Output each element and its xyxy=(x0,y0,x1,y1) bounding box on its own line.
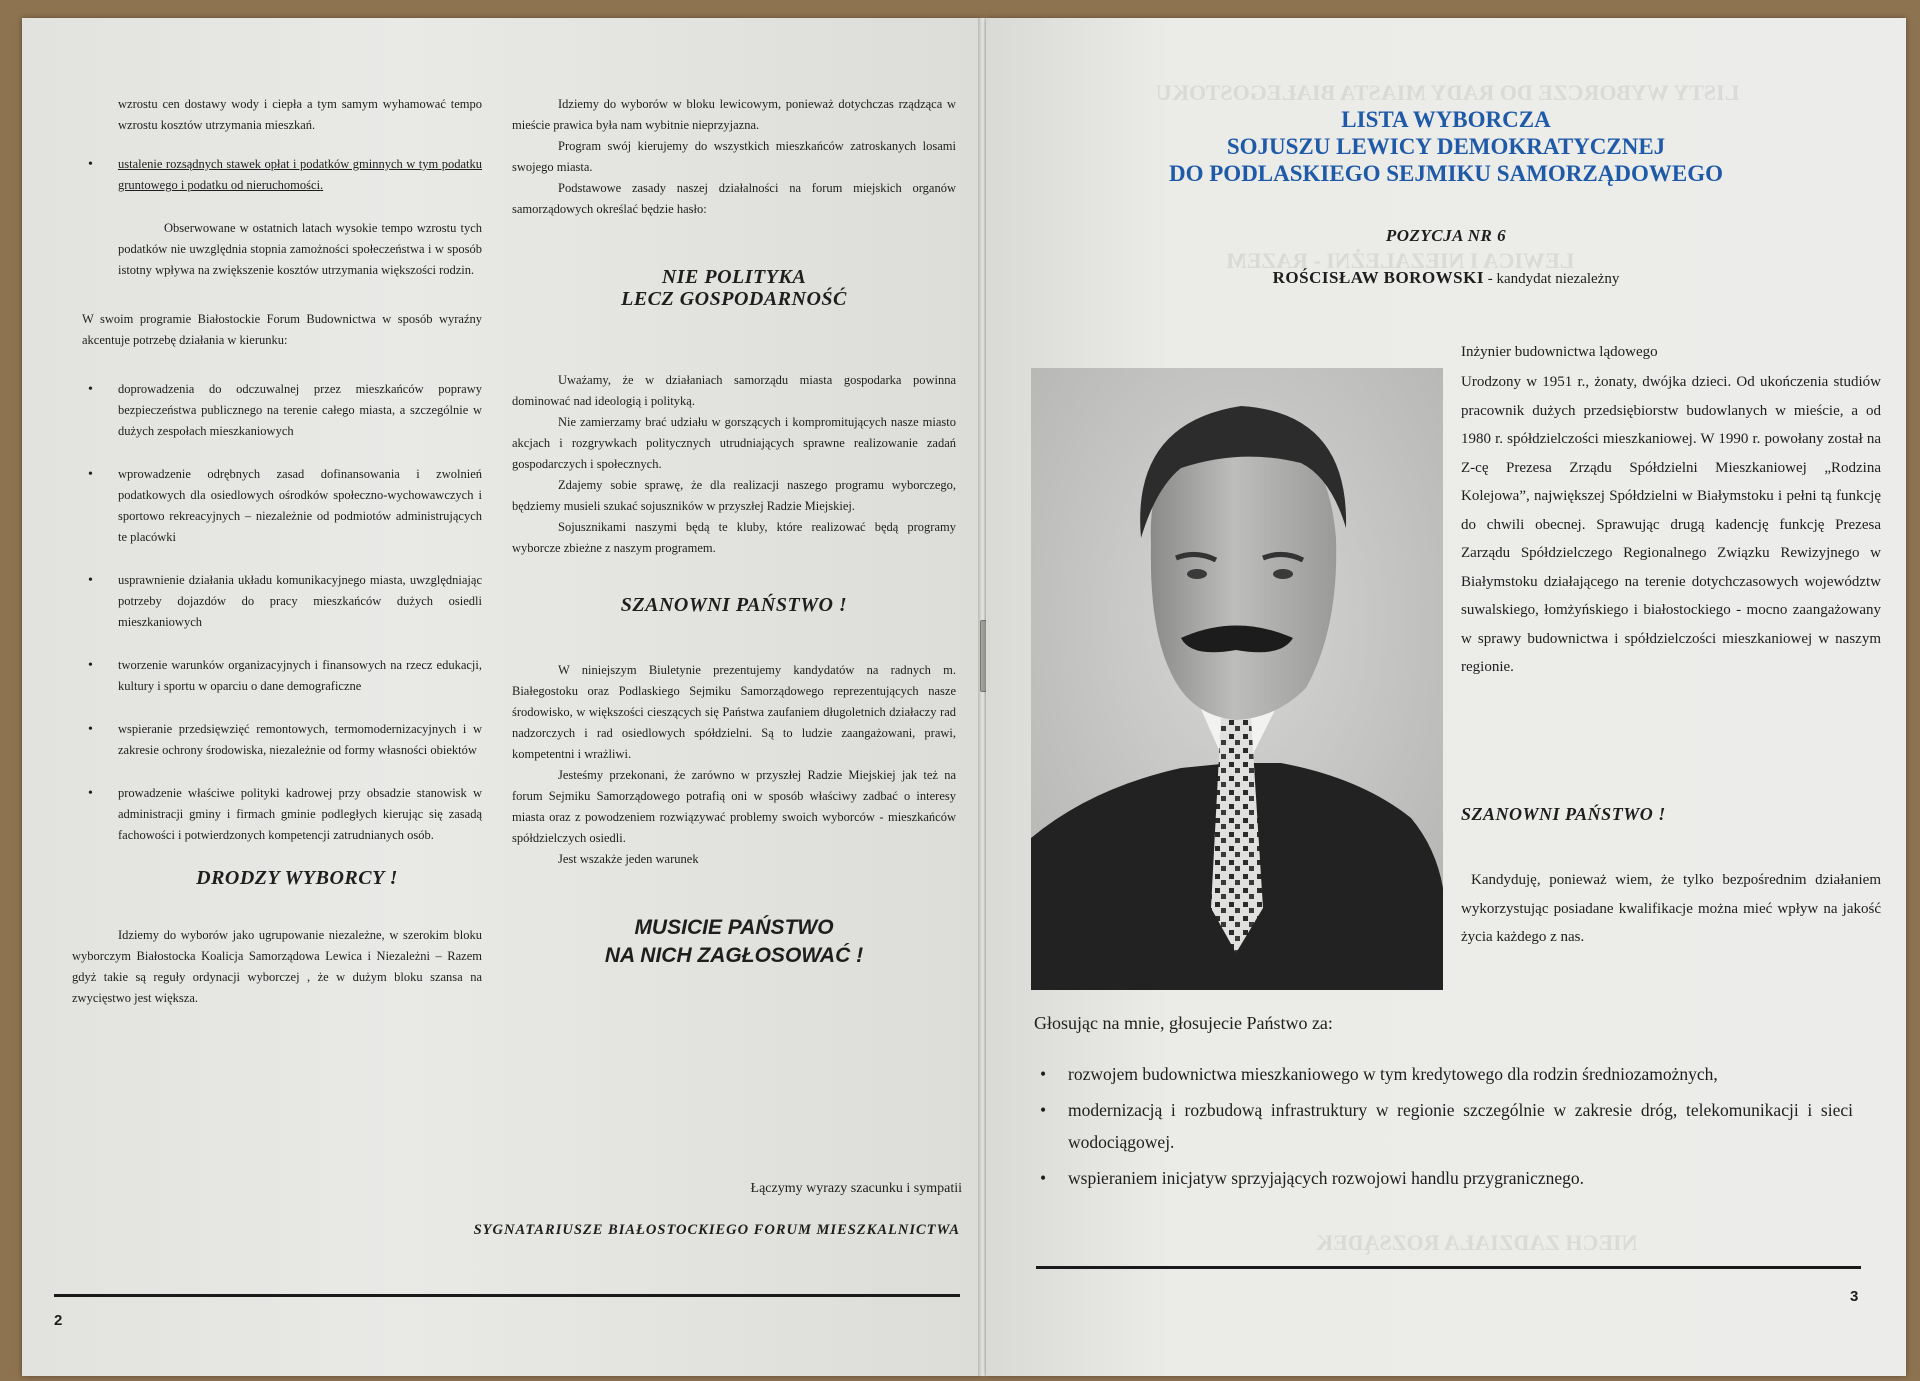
call-line2: NA NICH ZAGŁOSOWAĆ ! xyxy=(604,944,864,967)
position-number: POZYCJA NR 6 xyxy=(1385,226,1507,245)
col2-p10: Jest wszakże jeden warunek xyxy=(558,852,699,866)
right-column xyxy=(512,94,956,970)
right-page xyxy=(986,18,1906,1376)
call-to-vote xyxy=(512,914,956,970)
bullet-icon: • xyxy=(88,722,93,737)
candidate-tag: - kandydat niezależny xyxy=(1483,271,1620,287)
footer-rule xyxy=(54,1294,960,1297)
list-item: • modernizacją i rozbudową infrastruktury w regionie szczególnie w zakresie dróg, telekomunikacji i sieci wodociągowej. xyxy=(1068,1094,1853,1158)
col1-observation: Obserwowane w ostatnich latach wysokie tempo wzrostu tych podatków nie uwzględnia stopnia zamożności społeczeństwa i w sposób istotny wpływa na zwiększenie kosztów utrzymania większości rodzin. xyxy=(118,221,482,277)
bullet-icon: • xyxy=(88,467,93,482)
portrait-image xyxy=(1031,368,1443,990)
list-title xyxy=(1136,106,1756,187)
bullet-icon: • xyxy=(88,786,93,801)
show-through: LISTY WYBORCZE DO RADY MIASTA BIAŁEGOSTOKU xyxy=(1156,80,1740,105)
bullet-icon: • xyxy=(1040,1100,1047,1120)
page-number: 3 xyxy=(1850,1288,1859,1305)
col2-p6: Zdajemy sobie sprawę, że dla realizacji naszego programu wyborczego, będziemy musieli szukać sojuszników w przyszłej Radzie Miejskiej. xyxy=(512,478,956,513)
bullet-icon: • xyxy=(88,573,93,588)
bullet-icon: • xyxy=(1040,1168,1047,1188)
col2-p8: W niniejszym Biuletynie prezentujemy kandydatów na radnych m. Białegostoku oraz Podlaskiego Sejmiku Samorządowego reprezentujących nasze środowisko, w większości cieszących się Państwa zaufaniem długoletnich działaczy rad nadzorczych i rad osiedlowych spółdzielni. Są to ludzie zaangażowani, prawi, kompetentni i wrażliwi. xyxy=(512,663,956,761)
candidate-photo xyxy=(1031,368,1443,990)
col2-p2: Program swój kierujemy do wszystkich mieszkańców zatroskanych losami swojego miasta. xyxy=(512,139,956,174)
footer-rule xyxy=(1036,1266,1861,1269)
list-item: • wprowadzenie odrębnych zasad dofinansowania i zwolnień podatkowych dla osiedlowych ośrodków społeczno-wychowawczych i sportowo rekreacyjnych – niezależnie od podmiotów administrujących te placówki xyxy=(118,464,482,548)
list-item: • prowadzenie właściwe polityki kadrowej przy obsadzie stanowisk w administracji gminy i firmach gminie podległych kierując się zasadą fachowości i potwierdzonych kompetencji zatrudnianych osób. xyxy=(118,783,482,846)
heading-szanowni-panstwo: SZANOWNI PAŃSTWO ! xyxy=(620,594,848,616)
slogan-line2: LECZ GOSPODARNOŚĆ xyxy=(621,288,847,310)
profession: Inżynier budownictwa lądowego xyxy=(1461,344,1658,360)
col2-p1: Idziemy do wyborów w bloku lewicowym, ponieważ dotychczas rządząca w mieście prawica była nam wybitnie nieprzyjazna. xyxy=(512,97,956,132)
list-item: • tworzenie warunków organizacyjnych i finansowych na rzecz edukacji, kultury i sportu w oparciu o dane demograficzne xyxy=(118,655,482,697)
list-item: • usprawnienie działania układu komunikacyjnego miasta, uwzględniając potrzeby dojazdów do pracy mieszkańców dużych osiedli mieszkaniowych xyxy=(118,570,482,633)
list-item: • wspieraniem inicjatyw sprzyjających rozwojowi handlu przygranicznego. xyxy=(1068,1162,1853,1194)
list-item: • wspieranie przedsięwzięć remontowych, termomodernizacyjnych i w zakresie ochrony środowiska, niezależnie od formy własności obiektów xyxy=(118,719,482,761)
left-column xyxy=(72,94,482,1009)
col2-p9: Jesteśmy przekonani, że zarówno w przyszłej Radzie Miejskiej jak też na forum Sejmiku Samorządowego potrafią oni w sposób właściwy zadbać o interesy miasta oraz z powodzeniem rozwiązywać problemy swoich wyborców - mieszkańców spółdzielczych osiedli. xyxy=(512,768,956,845)
col1-voters-text: Idziemy do wyborów jako ugrupowanie niezależne, w szerokim bloku wyborczym Białostocka Koalicja Samorządowa Lewica i Niezależni – Razem gdyż takie są reguły ordynacji wyborczej , że w dużym bloku szansa na zwycięstwo jest większa. xyxy=(72,928,482,1005)
list-item: • rozwojem budownictwa mieszkaniowego w tym kredytowego dla rodzin średniozamożnych, xyxy=(1068,1058,1853,1090)
col2-p4: Uważamy, że w działaniach samorządu miasta gospodarka powinna dominować nad ideologią i polityką. xyxy=(512,373,956,408)
heading-drodzy-wyborcy: DRODZY WYBORCY ! xyxy=(196,867,398,889)
candidate-name: ROŚCISŁAW BOROWSKI xyxy=(1272,268,1484,287)
bullet-icon: • xyxy=(88,157,93,172)
col1-underlined-list xyxy=(88,154,482,196)
show-through: NIECH ZADZIAŁA ROZSĄDEK xyxy=(1316,1230,1638,1255)
vote-list xyxy=(1040,1058,1853,1194)
slogan-line1: NIE POLITYKA xyxy=(661,266,807,288)
col1-bullet-list xyxy=(88,379,482,846)
slogan xyxy=(512,266,956,310)
bullet-icon: • xyxy=(88,658,93,673)
col2-p3: Podstawowe zasady naszej działalności na forum miejskich organów samorządowych określać będzie hasło: xyxy=(512,181,956,216)
col2-p5: Nie zamierzamy brać udziału w gorszących i kompromitujących nasze miasto akcjach i rozgrywkach politycznych utrudniających sprawne realizowanie zadań gospodarczych i społecznych. xyxy=(512,415,956,471)
vote-intro: Głosując na mnie, głosujecie Państwo za: xyxy=(1034,1013,1333,1033)
regards: Łączymy wyrazy szacunku i sympatii xyxy=(750,1181,962,1196)
call-line1: MUSICIE PAŃSTWO xyxy=(634,916,834,939)
bullet-icon: • xyxy=(88,382,93,397)
signatories: SYGNATARIUSZE BIAŁOSTOCKIEGO FORUM MIESZKALNICTWA xyxy=(473,1222,960,1238)
candidate-line xyxy=(1136,268,1756,288)
show-through: LEWICA I NIEZALEŻNI - RAZEM xyxy=(1226,248,1575,273)
list-item: • doprowadzenia do odczuwalnej przez mieszkańców poprawy bezpieczeństwa publicznego na terenie całego miasta, a szczególnie w dużych zespołach mieszkaniowych xyxy=(118,379,482,442)
title-line2: SOJUSZU LEWICY DEMOKRATYCZNEJ xyxy=(1226,134,1666,159)
bio: Urodzony w 1951 r., żonaty, dwójka dzieci. Od ukończenia studiów pracownik dużych przedsiębiorstw budowlanych w mieście, a od 1980 r. spółdzielczości mieszkaniowej. W 1990 r. powołany został na Z-cę Prezesa Zrządu Spółdzielni Mieszkaniowej „Rodzina Kolejowa”, największej Spółdzielni w Białymstoku i pełni tą funkcję do chwili obecnej. Sprawując drugą kadencję funkcję Prezesa Zarządu Spółdzielczego Regionalnego Związku Rewizyjnego w Białymstoku działającego na terenie dotychczasowych województw suwalskiego, łomżyńskiego i białostockiego - mocno zaangażowany w sprawy budownictwa i spółdzielczości mieszkaniowej w naszym regionie. xyxy=(1461,374,1881,675)
col1-intro: wzrostu cen dostawy wody i ciepła a tym samym wyhamować tempo wzrostu kosztów utrzymania mieszkań. xyxy=(118,97,482,132)
col2-p7: Sojusznikami naszymi będą te kluby, które realizować będą programy wyborcze zbieżne z naszym programem. xyxy=(512,520,956,555)
left-page xyxy=(22,18,982,1376)
appeal: Kandyduję, ponieważ wiem, że tylko bezpośrednim działaniem wykorzystując posiadane kwalifikacje można mieć wpływ na jakość życia każdego z nas. xyxy=(1461,872,1881,945)
title-line1: LISTA WYBORCZA xyxy=(1341,107,1551,132)
page-number: 2 xyxy=(54,1312,63,1329)
heading-szanowni-panstwo: SZANOWNI PAŃSTWO ! xyxy=(1461,804,1666,824)
bullet-icon: • xyxy=(1040,1064,1047,1084)
list-item: • ustalenie rozsądnych stawek opłat i podatków gminnych w tym podatku gruntowego i podatku od nieruchomości. xyxy=(118,154,482,196)
title-line3: DO PODLASKIEGO SEJMIKU SAMORZĄDOWEGO xyxy=(1169,161,1723,186)
col1-program-intro: W swoim programie Białostockie Forum Budownictwa w sposób wyraźny akcentuje potrzebę działania w kierunku: xyxy=(82,312,482,347)
